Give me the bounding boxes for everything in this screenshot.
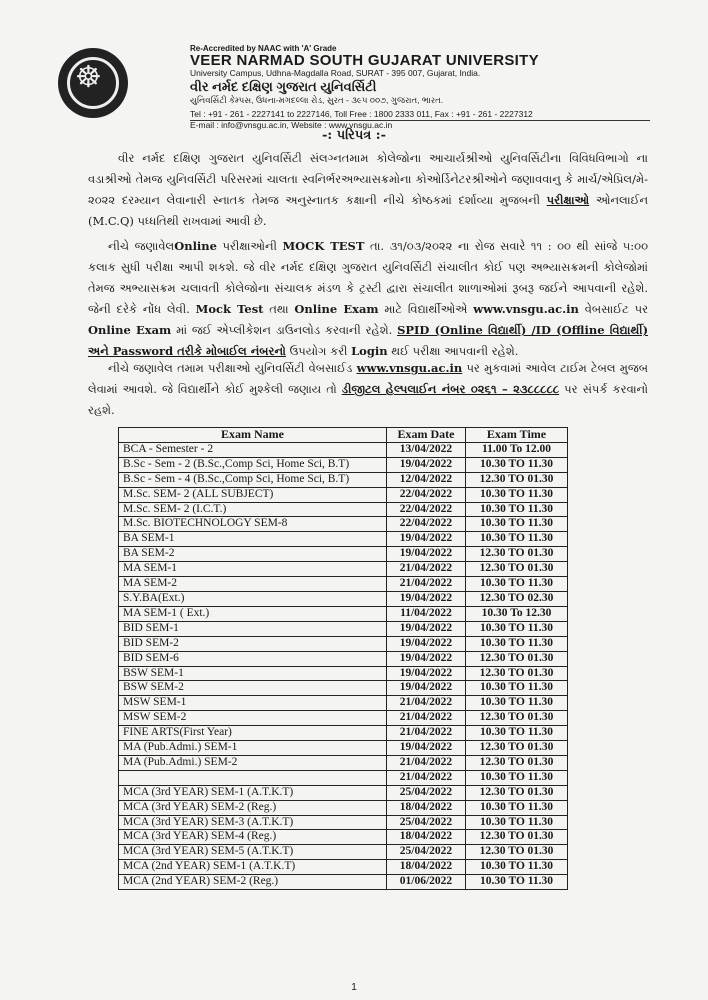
- p2-b: Online: [174, 239, 217, 253]
- exam-date-cell: 19/04/2022: [387, 621, 466, 636]
- exam-name-cell: BID SEM-6: [119, 651, 387, 666]
- exam-time-cell: 10.30 TO 11.30: [466, 860, 568, 875]
- exam-name-cell: M.Sc. BIOTECHNOLOGY SEM-8: [119, 517, 387, 532]
- table-row: [119, 875, 568, 890]
- table-row: [119, 845, 568, 860]
- table-row: [119, 621, 568, 636]
- exam-name-cell: MCA (2nd YEAR) SEM-2 (Reg.): [119, 875, 387, 890]
- table-row: [119, 860, 568, 875]
- exam-date-cell: 19/04/2022: [387, 591, 466, 606]
- university-name-gujarati: વીર નર્મદ દક્ષિણ ગુજરાત યુનિવર્સિટી: [190, 79, 377, 94]
- table-row: [119, 472, 568, 487]
- exam-name-cell: M.Sc. SEM- 2 (I.C.T.): [119, 502, 387, 517]
- exam-time-cell: 10.30 TO 11.30: [466, 726, 568, 741]
- contact-phone: Tel : +91 - 261 - 2227141 to 2227146, Toll Free : 1800 2333 011, Fax : +91 - 261 - 2227312: [190, 109, 533, 119]
- exam-time-cell: 10.30 TO 11.30: [466, 621, 568, 636]
- table-row: [119, 636, 568, 651]
- table-row: [119, 442, 568, 457]
- table-row: [119, 457, 568, 472]
- contact-email-web: E-mail : info@vnsgu.ac.in, Website : www.vnsgu.ac.in: [190, 120, 393, 130]
- exam-date-cell: 21/04/2022: [387, 562, 466, 577]
- exam-time-cell: 12.30 TO 01.30: [466, 741, 568, 756]
- exam-name-cell: MA SEM-2: [119, 577, 387, 592]
- exam-time-cell: 12.30 TO 01.30: [466, 755, 568, 770]
- table-row: [119, 577, 568, 592]
- p3-d: ડીજીટલ હેલ્પલાઈન નંબર ૦૨૬૧ – ૨૩૮૮૮૮૮: [341, 382, 560, 396]
- circular-title: -: પરિપત્ર :-: [322, 128, 386, 143]
- para1-tail: ઓનલાઈન (M.C.Q) પધ્ધતિથી રાખવામાં આવી છે.: [88, 193, 649, 228]
- exam-date-cell: 21/04/2022: [387, 755, 466, 770]
- exam-time-cell: 10.30 TO 11.30: [466, 681, 568, 696]
- address-english: University Campus, Udhna-Magdalla Road, SURAT - 395 007, Gujarat, India.: [190, 68, 481, 78]
- exam-date-cell: 13/04/2022: [387, 442, 466, 457]
- exam-date-cell: 19/04/2022: [387, 741, 466, 756]
- exam-time-cell: 11.00 To 12.00: [466, 442, 568, 457]
- exam-time-cell: 10.30 TO 11.30: [466, 577, 568, 592]
- table-row: [119, 800, 568, 815]
- exam-time-cell: 12.30 TO 01.30: [466, 666, 568, 681]
- table-row: [119, 606, 568, 621]
- exam-time-cell: 10.30 TO 11.30: [466, 636, 568, 651]
- exam-name-cell: MCA (3rd YEAR) SEM-2 (Reg.): [119, 800, 387, 815]
- exam-name-cell: BID SEM-2: [119, 636, 387, 651]
- p2-c: પરીક્ષાઓની: [222, 239, 277, 253]
- exam-date-cell: 11/04/2022: [387, 606, 466, 621]
- exam-schedule-table: [118, 427, 568, 890]
- exam-time-cell: 10.30 TO 11.30: [466, 457, 568, 472]
- exam-date-cell: 21/04/2022: [387, 726, 466, 741]
- exam-time-cell: 12.30 TO 01.30: [466, 785, 568, 800]
- exam-name-cell: MA SEM-1: [119, 562, 387, 577]
- exam-time-cell: 10.30 TO 11.30: [466, 875, 568, 890]
- exam-time-cell: 10.30 TO 11.30: [466, 517, 568, 532]
- paragraph-2: [88, 236, 648, 362]
- p2-o: ઉપયોગ કરી: [289, 344, 348, 358]
- exam-date-cell: 19/04/2022: [387, 636, 466, 651]
- exam-name-cell: B.Sc - Sem - 4 (B.Sc.,Comp Sci, Home Sci, B.T): [119, 472, 387, 487]
- table-row: [119, 755, 568, 770]
- exam-name-cell: BID SEM-1: [119, 621, 387, 636]
- table-row: [119, 532, 568, 547]
- exam-date-cell: 21/04/2022: [387, 770, 466, 785]
- exam-time-cell: 10.30 TO 11.30: [466, 770, 568, 785]
- p2-j: www.vnsgu.ac.in: [473, 302, 579, 316]
- table-header-row: [119, 428, 568, 443]
- table-row: [119, 517, 568, 532]
- exam-time-cell: 10.30 To 12.30: [466, 606, 568, 621]
- header-exam-name: Exam Name: [119, 428, 387, 443]
- table-row: [119, 815, 568, 830]
- exam-date-cell: 19/04/2022: [387, 457, 466, 472]
- exam-name-cell: MA SEM-1 ( Ext.): [119, 606, 387, 621]
- exam-name-cell: [119, 770, 387, 785]
- table-row: [119, 487, 568, 502]
- p2-i: માટે વિદ્યાર્થીઓએ: [384, 302, 468, 316]
- table-row: [119, 770, 568, 785]
- exam-date-cell: 19/04/2022: [387, 666, 466, 681]
- p2-p: Login: [351, 344, 388, 358]
- p3-e: પર સંપર્ક કરવાનો રહશે.: [88, 382, 649, 417]
- table-row: [119, 741, 568, 756]
- page-number: 1: [351, 982, 357, 993]
- exam-name-cell: MSW SEM-2: [119, 711, 387, 726]
- table-row: [119, 830, 568, 845]
- p2-f: Mock Test: [195, 302, 264, 316]
- exam-date-cell: 22/04/2022: [387, 487, 466, 502]
- exam-date-cell: 19/04/2022: [387, 532, 466, 547]
- p2-q: થઈ પરીક્ષા આપવાની રહેશે.: [391, 344, 519, 358]
- exam-name-cell: MSW SEM-1: [119, 696, 387, 711]
- p3-a: નીચે જણાવેલ તમામ પરીક્ષાઓ યુનિવર્સિટી વેબસાઈડ: [108, 361, 353, 375]
- exam-name-cell: MA (Pub.Admi.) SEM-1: [119, 741, 387, 756]
- exam-time-cell: 12.30 TO 01.30: [466, 547, 568, 562]
- exam-date-cell: 21/04/2022: [387, 577, 466, 592]
- exam-time-cell: 12.30 TO 01.30: [466, 830, 568, 845]
- p2-l: Online Exam: [88, 323, 172, 337]
- table-row: [119, 696, 568, 711]
- table-row: [119, 726, 568, 741]
- exam-time-cell: 12.30 TO 01.30: [466, 711, 568, 726]
- exam-time-cell: 10.30 TO 11.30: [466, 502, 568, 517]
- table-row: [119, 547, 568, 562]
- exam-time-cell: 10.30 TO 11.30: [466, 800, 568, 815]
- p2-g: તથા: [269, 302, 289, 316]
- exam-date-cell: 12/04/2022: [387, 472, 466, 487]
- letterhead: [190, 44, 650, 131]
- table-row: [119, 502, 568, 517]
- exam-date-cell: 18/04/2022: [387, 860, 466, 875]
- table-row: [119, 591, 568, 606]
- exam-date-cell: 19/04/2022: [387, 681, 466, 696]
- exam-date-cell: 25/04/2022: [387, 785, 466, 800]
- exam-time-cell: 12.30 TO 01.30: [466, 651, 568, 666]
- exam-name-cell: BCA - Semester - 2: [119, 442, 387, 457]
- exam-time-cell: 12.30 TO 01.30: [466, 562, 568, 577]
- exam-time-cell: 12.30 TO 01.30: [466, 845, 568, 860]
- emblem-icon: [67, 57, 119, 109]
- exam-date-cell: 18/04/2022: [387, 800, 466, 815]
- exam-date-cell: 21/04/2022: [387, 711, 466, 726]
- exam-date-cell: 22/04/2022: [387, 502, 466, 517]
- p2-e: તા. ૩૧/૦૩/૨૦૨૨ ના રોજ સવારે ૧૧ : ૦૦ થી સાંજે ૫:૦૦ કલાક સુધી પરીક્ષા આપી શકશે. જે વીર નર્મદ દક્ષિણ ગુજરાત યુનિવર્સિટી સંચાલીત કોઈ પણ અભ્યાસક્રમની કોલેજોમાં તેમજ અભ્યાસક્રમ ચલાવતી કોલેજોના સંચાલક મંડળ કે ટ્રસ્ટી દ્વારા સંચાલીત શાળાઓમાં રૂબરૂ જઈને આપવાની રહેશે. જેની દરેકે નોંધ લેવી.: [88, 239, 649, 316]
- exam-date-cell: 19/04/2022: [387, 651, 466, 666]
- exam-name-cell: FINE ARTS(First Year): [119, 726, 387, 741]
- table-row: [119, 562, 568, 577]
- para1-bold: પરીક્ષાઓ: [546, 193, 590, 207]
- exam-date-cell: 25/04/2022: [387, 845, 466, 860]
- exam-name-cell: MCA (3rd YEAR) SEM-4 (Reg.): [119, 830, 387, 845]
- p2-h: Online Exam: [294, 302, 379, 316]
- exam-date-cell: 18/04/2022: [387, 830, 466, 845]
- header-exam-time: Exam Time: [466, 428, 568, 443]
- exam-date-cell: 22/04/2022: [387, 517, 466, 532]
- p2-d: MOCK TEST: [282, 239, 365, 253]
- exam-time-cell: 10.30 TO 11.30: [466, 696, 568, 711]
- exam-name-cell: S.Y.BA(Ext.): [119, 591, 387, 606]
- exam-time-cell: 10.30 TO 11.30: [466, 532, 568, 547]
- p2-a: નીચે જણાવેલ: [108, 239, 175, 253]
- address-gujarati: યુનિવર્સિટી કેમ્પસ, ઉધના-મગદલ્લા રોડ, સુરત - ૩૯૫ ૦૦૭, ગુજરાત, ભારત.: [190, 95, 444, 105]
- exam-name-cell: MCA (3rd YEAR) SEM-5 (A.T.K.T): [119, 845, 387, 860]
- exam-date-cell: 25/04/2022: [387, 815, 466, 830]
- paragraph-3: [88, 358, 648, 421]
- exam-time-cell: 12.30 TO 01.30: [466, 472, 568, 487]
- exam-date-cell: 01/06/2022: [387, 875, 466, 890]
- table-row: [119, 785, 568, 800]
- exam-name-cell: MA (Pub.Admi.) SEM-2: [119, 755, 387, 770]
- exam-time-cell: 12.30 TO 02.30: [466, 591, 568, 606]
- para1-text: વીર નર્મદ દક્ષિણ ગુજરાત યુનિવર્સિટી સંલગ્નતમામ કોલેજોના આચાર્યશ્રીઓ યુનિવર્સિટીના વિવિધવિભાગો ના વડાશ્રીઓ તેમજ યુનિવર્સિટી પરિસરમાં ચાલતા સ્વનિર્ભરઅભ્યાસક્રમોના કોઓર્ડિનેટરશ્રીઓને જણાવવાનુ કે માર્ચ/એપ્રિલ/મે- ૨૦૨૨ દરમ્યાન લેવાનારી સ્નાતક તેમજ અનુસ્નાતક કક્ષાની નીચે કોષ્ઠકમાં દર્શાવ્યા મુજબની: [88, 151, 648, 207]
- header-divider: [190, 120, 650, 121]
- table-row: [119, 666, 568, 681]
- exam-name-cell: B.Sc - Sem - 2 (B.Sc.,Comp Sci, Home Sci, B.T): [119, 457, 387, 472]
- p2-m: માં જઈ એપ્લીકેશન ડાઉનલોડ કરવાની રહેશે.: [176, 323, 393, 337]
- header-exam-date: Exam Date: [387, 428, 466, 443]
- exam-name-cell: BA SEM-2: [119, 547, 387, 562]
- exam-time-cell: 10.30 TO 11.30: [466, 487, 568, 502]
- exam-name-cell: MCA (2nd YEAR) SEM-1 (A.T.K.T): [119, 860, 387, 875]
- exam-name-cell: BSW SEM-1: [119, 666, 387, 681]
- university-name: VEER NARMAD SOUTH GUJARAT UNIVERSITY: [190, 52, 539, 69]
- university-logo: [58, 48, 128, 118]
- paragraph-1: [88, 148, 648, 232]
- p2-n: SPID (Online વિદ્યાર્થી) /ID (Offline વિદ્યાર્થી) અને Password તરીકે મોબાઈલ નંબરનો: [88, 323, 649, 358]
- exam-time-cell: 10.30 TO 11.30: [466, 815, 568, 830]
- exam-name-cell: MCA (3rd YEAR) SEM-1 (A.T.K.T): [119, 785, 387, 800]
- exam-name-cell: MCA (3rd YEAR) SEM-3 (A.T.K.T): [119, 815, 387, 830]
- exam-date-cell: 19/04/2022: [387, 547, 466, 562]
- exam-date-cell: 21/04/2022: [387, 696, 466, 711]
- p3-c: પર મુકવામાં આવેલ ટાઈમ ટેબલ મુજબ લેવામાં આવશે. જે વિદ્યાર્થીને કોઈ મુશ્કેલી જણાય તો: [88, 361, 649, 396]
- exam-name-cell: BA SEM-1: [119, 532, 387, 547]
- exam-name-cell: BSW SEM-2: [119, 681, 387, 696]
- p3-b: www.vnsgu.ac.in: [356, 361, 463, 375]
- table-row: [119, 711, 568, 726]
- exam-name-cell: M.Sc. SEM- 2 (ALL SUBJECT): [119, 487, 387, 502]
- accreditation-text: Re-Accredited by NAAC with 'A' Grade: [190, 44, 337, 53]
- table-row: [119, 681, 568, 696]
- table-row: [119, 651, 568, 666]
- p2-k: વેબસાઈટ પર: [584, 302, 649, 316]
